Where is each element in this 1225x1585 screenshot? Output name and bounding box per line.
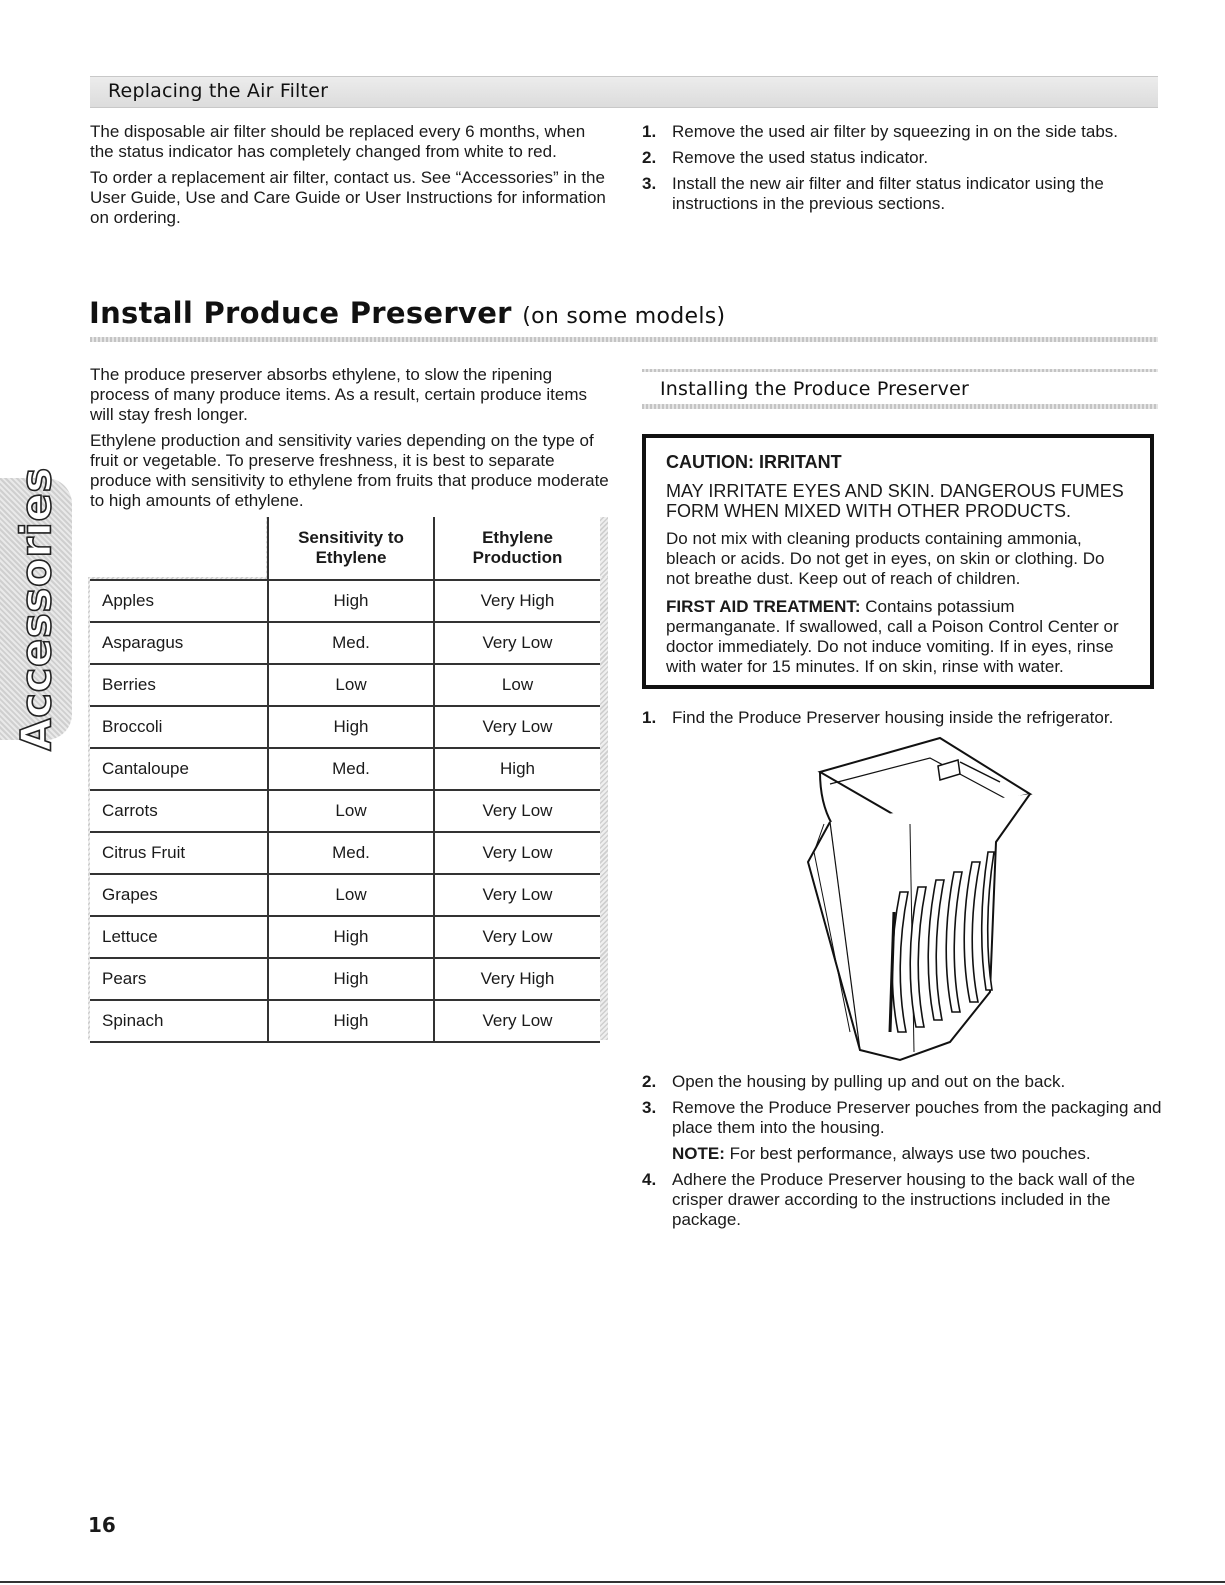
produce-title-suffix: (on some models) — [522, 304, 726, 329]
sensitivity-value: Low — [268, 664, 434, 706]
produce-intro — [90, 365, 610, 511]
first-aid-text: Contains potassium permanganate. If swallowed, call a Poison Control Center or doctor immediately. Do not induce vomiting. If in eyes, rinse with water for 15 minutes. If on skin, rinse with water. — [666, 597, 1119, 676]
note-text: For best performance, always use two pouches. — [729, 1144, 1091, 1163]
production-value: Very Low — [434, 706, 600, 748]
table-row — [90, 1000, 600, 1042]
step-text: Remove the used air filter by squeezing in on the side tabs. — [672, 122, 1119, 141]
header-text: Ethylene Production — [472, 528, 563, 567]
production-value: Very Low — [434, 916, 600, 958]
page-number: 16 — [88, 1513, 116, 1537]
produce-para-2: Ethylene production and sensitivity varies depending on the type of fruit or vegetable. To preserve freshness, it is best to separate produce with sensitivity to ethylene from fruits that produce moderate to high amounts of ethylene. — [90, 431, 609, 510]
step-text: Install the new air filter and filter status indicator using the instructions in the previous sections. — [672, 174, 1104, 213]
step-number: 2. — [642, 1072, 657, 1091]
installing-bottom-rule — [642, 404, 1158, 409]
note-label: NOTE: — [672, 1144, 725, 1163]
step-number: 3. — [642, 1098, 657, 1117]
table-row — [90, 706, 600, 748]
sensitivity-value: High — [268, 958, 434, 1000]
air-filter-step — [642, 122, 1162, 142]
table-row — [90, 622, 600, 664]
sensitivity-value: Med. — [268, 832, 434, 874]
table-header-production — [434, 517, 600, 580]
produce-name: Broccoli — [90, 706, 268, 748]
sensitivity-value: Med. — [268, 748, 434, 790]
air-filter-step — [642, 148, 1162, 168]
produce-name: Grapes — [90, 874, 268, 916]
ethylene-table — [90, 517, 600, 1043]
sensitivity-value: High — [268, 706, 434, 748]
sensitivity-value: High — [268, 580, 434, 622]
table-row — [90, 790, 600, 832]
step-number: 4. — [642, 1170, 657, 1189]
caution-title: CAUTION: IRRITANT — [666, 452, 842, 472]
produce-name: Asparagus — [90, 622, 268, 664]
produce-name: Berries — [90, 664, 268, 706]
step-number: 3. — [642, 174, 657, 193]
step-number: 2. — [642, 148, 657, 167]
table-row — [90, 748, 600, 790]
air-filter-steps — [642, 122, 1162, 220]
table-row — [90, 958, 600, 1000]
installing-steps — [642, 1072, 1162, 1236]
installing-step — [642, 1170, 1162, 1230]
caution-warning: MAY IRRITATE EYES AND SKIN. DANGEROUS FUMES FORM WHEN MIXED WITH OTHER PRODUCTS. — [666, 481, 1124, 521]
production-value: Very Low — [434, 790, 600, 832]
step-text: Remove the used status indicator. — [672, 148, 929, 167]
header-text: Sensitivity to Ethylene — [298, 528, 404, 567]
produce-para-1: The produce preserver absorbs ethylene, to slow the ripening process of many produce items. As a result, certain produce items will stay fresh longer. — [90, 365, 588, 424]
produce-title-rule — [90, 337, 1158, 342]
production-value: Very Low — [434, 622, 600, 664]
produce-preserver-housing-illustration — [790, 732, 1040, 1064]
table-header-sensitivity — [268, 517, 434, 580]
sensitivity-value: High — [268, 1000, 434, 1042]
step-number: 1. — [642, 122, 657, 141]
air-filter-para-2: To order a replacement air filter, contact us. See “Accessories” in the User Guide, Use and Care Guide or User Instructions for information on ordering. — [90, 168, 606, 227]
table-row — [90, 916, 600, 958]
produce-name: Apples — [90, 580, 268, 622]
table-header-row — [90, 517, 600, 580]
note — [672, 1144, 1162, 1164]
table-row — [90, 664, 600, 706]
step-number: 1. — [642, 708, 657, 727]
produce-name: Spinach — [90, 1000, 268, 1042]
table-header-blank — [90, 517, 268, 580]
step-text: Remove the Produce Preserver pouches from the packaging and place them into the housing. — [672, 1098, 1162, 1137]
step-text: Find the Produce Preserver housing inside the refrigerator. — [672, 708, 1114, 727]
installing-top-rule — [642, 369, 1158, 372]
production-value: Very Low — [434, 1000, 600, 1042]
sensitivity-value: Low — [268, 790, 434, 832]
table-row — [90, 874, 600, 916]
installing-step — [642, 1072, 1162, 1092]
air-filter-para-1: The disposable air filter should be replaced every 6 months, when the status indicator has completely changed from white to red. — [90, 122, 586, 161]
caution-body: Do not mix with cleaning products containing ammonia, bleach or acids. Do not get in eyes, on skin or clothing. Do not breathe dust. Keep out of reach of children. — [666, 529, 1105, 588]
installing-step-1 — [642, 708, 1162, 734]
step-text: Open the housing by pulling up and out on the back. — [672, 1072, 1066, 1091]
produce-name: Pears — [90, 958, 268, 1000]
installing-step — [642, 1098, 1162, 1164]
produce-name: Carrots — [90, 790, 268, 832]
production-value: Low — [434, 664, 600, 706]
page-bottom-line — [0, 1581, 1225, 1583]
table-row — [90, 832, 600, 874]
sensitivity-value: High — [268, 916, 434, 958]
air-filter-step — [642, 174, 1162, 214]
production-value: Very High — [434, 958, 600, 1000]
produce-title — [89, 296, 725, 330]
production-value: High — [434, 748, 600, 790]
air-filter-intro — [90, 122, 610, 228]
sensitivity-value: Med. — [268, 622, 434, 664]
installing-step — [642, 708, 1162, 728]
step-text: Adhere the Produce Preserver housing to the back wall of the crisper drawer according to the instructions included in the package. — [672, 1170, 1136, 1229]
table-row — [90, 580, 600, 622]
first-aid — [666, 597, 1130, 677]
caution-box — [642, 434, 1154, 689]
accessories-side-tab-label: Accessories — [11, 467, 61, 751]
produce-name: Lettuce — [90, 916, 268, 958]
produce-title-main: Install Produce Preserver — [89, 296, 512, 330]
produce-name: Cantaloupe — [90, 748, 268, 790]
air-filter-heading: Replacing the Air Filter — [108, 80, 329, 102]
production-value: Very High — [434, 580, 600, 622]
production-value: Very Low — [434, 832, 600, 874]
production-value: Very Low — [434, 874, 600, 916]
sensitivity-value: Low — [268, 874, 434, 916]
produce-name: Citrus Fruit — [90, 832, 268, 874]
first-aid-label: FIRST AID TREATMENT: — [666, 597, 861, 616]
installing-heading: Installing the Produce Preserver — [660, 378, 970, 400]
